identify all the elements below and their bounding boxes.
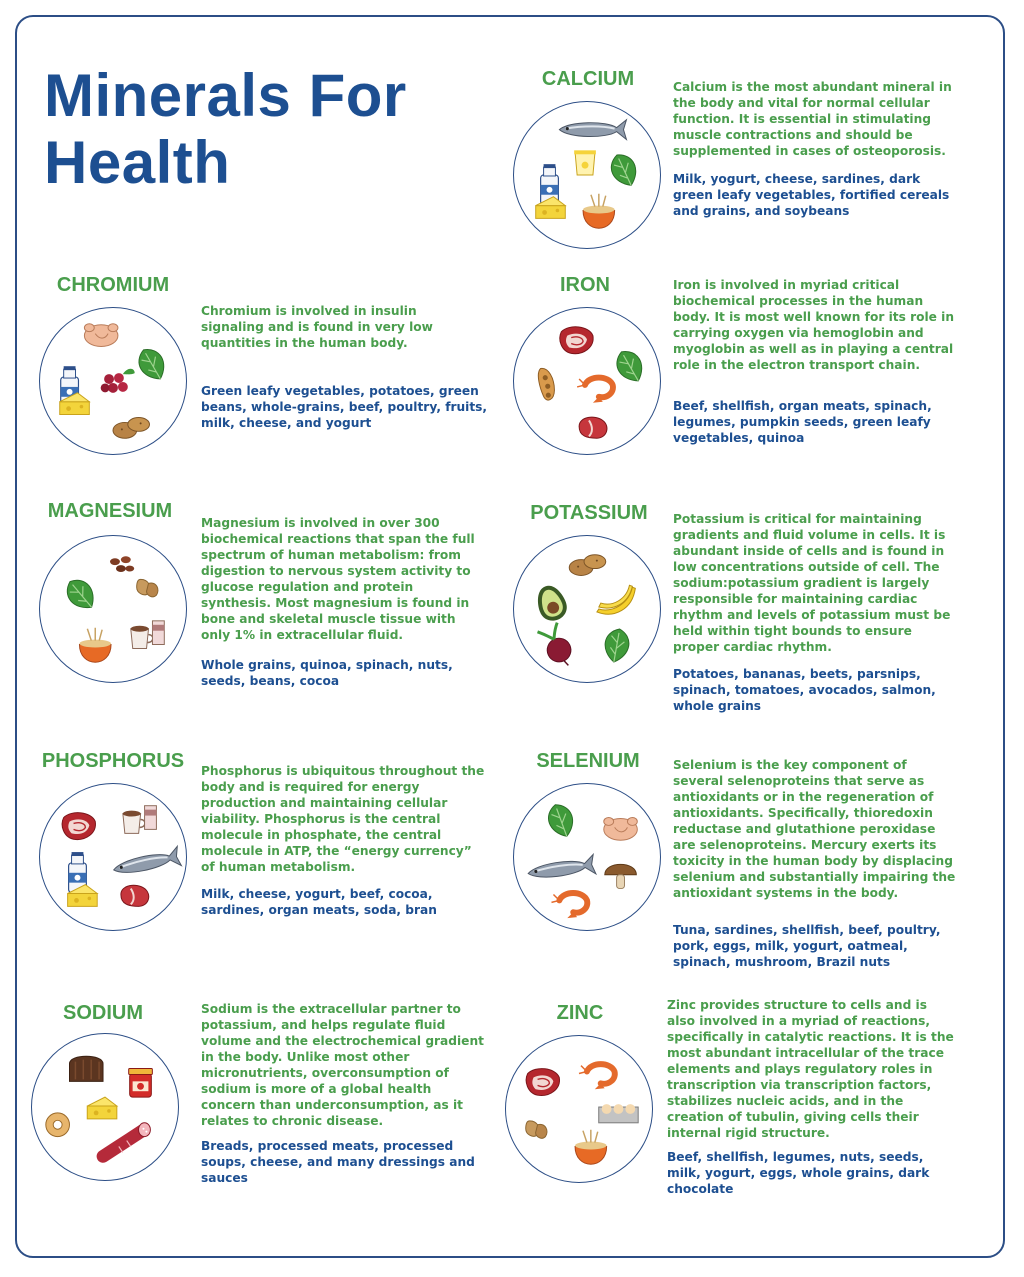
phosphorus-description: Phosphorus is ubiquitous throughout the body and is required for energy production and maintaining cellular viability. Phosphorus is the central molecule in phosphate, the central molecule in ATP, the “energy currency” of human metabolism.: [201, 764, 485, 874]
iron-description: Iron is involved in myriad critical biochemical processes in the human body. It is most well known for its role in carrying oxygen via hemoglobin and myoglobin as well as in playing a central role in the electron transport chain.: [673, 278, 955, 372]
page-title-line-1: Minerals For: [44, 62, 407, 129]
nuts-icon: [526, 1121, 547, 1138]
selenium-title: SELENIUM: [536, 750, 640, 772]
beet-icon: [538, 622, 578, 671]
potato-icon: [113, 418, 150, 439]
spinach-icon: [602, 627, 631, 664]
grapes-icon: [101, 369, 135, 393]
potassium-foods-illustration: [513, 535, 661, 683]
cocoa-icon: [131, 621, 165, 649]
salami-icon: [103, 1123, 150, 1157]
potassium-sources: Potatoes, bananas, beets, parsnips, spinach, tomatoes, avocados, salmon, whole grains: [673, 667, 936, 713]
zinc-description: Zinc provides structure to cells and is also involved in a myriad of reactions, specifically in catalytic reactions. It is the most abundant intracellular of the trace elements and plays regulatory roles in transcription via transcription factors, stabilizes nucleic acids, and in the creation of tubulin, giving cells their internal rigid structure.: [667, 998, 954, 1140]
shrimp-icon: [551, 893, 587, 918]
spinach-icon: [606, 150, 642, 190]
avocado-icon: [532, 582, 570, 625]
selenium-foods-illustration: [513, 783, 661, 931]
iron-foods-illustration: [513, 307, 661, 455]
chromium-title: CHROMIUM: [56, 274, 170, 296]
page-title-line-2: Health: [44, 129, 231, 196]
organ-meat-icon: [579, 417, 607, 438]
sodium-sources: Breads, processed meats, processed soups, cheese, and many dressings and sauces: [201, 1139, 475, 1185]
calcium-foods-illustration: [513, 101, 661, 249]
chromium-description: Chromium is involved in insulin signaling and is found in very low quantities in the human body.: [201, 304, 433, 350]
steak-icon: [62, 813, 95, 840]
cheese-icon: [87, 1097, 117, 1119]
potassium-description: Potassium is critical for maintaining gradients and fluid volume in cells. It is abundant inside of cells and is found in low concentrations outside of cell. The sodium:potassium gradient is largely responsible for maintaining cardiac rhythm and levels of potassium must be held within tight bounds to ensure proper cardiac rhythm.: [673, 512, 951, 654]
sodium-description: Sodium is the extracellular partner to potassium, and helps regulate fluid volume and the electrochemical gradient in the body. Unlike most other micronutrients, overconsumption of sodium is more of a global health concern than underconsumption, as it relates to chronic disease.: [201, 1002, 484, 1128]
phosphorus-title: PHOSPHORUS: [41, 750, 185, 772]
bread-icon: [69, 1056, 103, 1081]
chromium-sources: Green leafy vegetables, potatoes, green beans, whole-grains, beef, poultry, fruits, milk, cheese, and yogurt: [201, 384, 488, 430]
yogurt-icon: [574, 150, 596, 175]
steak-icon: [526, 1069, 559, 1096]
cereal-bowl-icon: [79, 628, 111, 663]
legumes-icon: [537, 367, 557, 401]
cereal-bowl-icon: [575, 1130, 607, 1165]
selenium-sources: Tuna, sardines, shellfish, beef, poultry, pork, eggs, milk, yogurt, oatmeal, spinach, mushroom, Brazil nuts: [673, 923, 941, 969]
sardine-icon: [559, 120, 626, 140]
cereal-bowl-icon: [583, 194, 615, 229]
selenium-description: Selenium is the key component of several selenoproteins that serve as antioxidants or in the regeneration of antioxidants. Specifically, thioredoxin reductase and glutathione peroxidase are selenoproteins. Mercury exerts its toxicity in the human body by displacing selenium and substantially impairing the antioxidant systems in the body.: [673, 758, 956, 900]
steak-icon: [560, 327, 593, 354]
magnesium-sources: Whole grains, quinoa, spinach, nuts, seeds, beans, cocoa: [201, 658, 453, 688]
zinc-sources: Beef, shellfish, legumes, nuts, seeds, milk, yogurt, eggs, whole grains, dark chocolate: [667, 1150, 930, 1196]
sardine-icon: [112, 846, 182, 879]
sauce-jar-icon: [129, 1069, 153, 1098]
cocoa-icon: [123, 806, 157, 834]
iron-title: IRON: [560, 274, 610, 296]
calcium-title: CALCIUM: [541, 68, 635, 90]
zinc-title: ZINC: [556, 1002, 604, 1024]
spinach-icon: [133, 344, 170, 385]
organ-meat-icon: [121, 885, 149, 906]
bagel-icon: [46, 1113, 70, 1137]
sodium-foods-illustration: [31, 1033, 179, 1181]
calcium-sources: Milk, yogurt, cheese, sardines, dark green leafy vegetables, fortified cereals and grains, and soybeans: [673, 172, 950, 218]
page-title: [44, 62, 407, 196]
shrimp-icon: [577, 378, 613, 403]
calcium-description: Calcium is the most abundant mineral in the body and vital for normal cellular function. It is essential in stimulating muscle contractions and should be supplemented in cases of osteoporosis.: [673, 80, 952, 158]
magnesium-title: MAGNESIUM: [47, 500, 173, 522]
nuts-icon: [137, 579, 158, 596]
magnesium-description: Magnesium is involved in over 300 biochemical reactions that span the full spectrum of human metabolism: from digestion to nervous system activity to glucose regulation and protein synthesis. Most magnesium is found in bone and skeletal muscle tissue with only 1% in extracellular fluid.: [201, 516, 475, 642]
spinach-icon: [544, 801, 578, 841]
phosphorus-foods-illustration: [39, 783, 187, 931]
chicken-icon: [84, 324, 118, 347]
zinc-foods-illustration: [505, 1035, 653, 1183]
sardine-icon: [527, 854, 596, 883]
mushroom-icon: [605, 864, 637, 888]
sodium-title: SODIUM: [63, 1002, 143, 1024]
chicken-icon: [604, 818, 638, 841]
phosphorus-sources: Milk, cheese, yogurt, beef, cocoa, sardines, organ meats, soda, bran: [201, 887, 437, 917]
potassium-title: POTASSIUM: [530, 502, 648, 524]
potato-icon: [569, 555, 606, 576]
beans-icon: [110, 556, 134, 572]
eggs-icon: [599, 1104, 638, 1123]
magnesium-foods-illustration: [39, 535, 187, 683]
spinach-icon: [611, 346, 648, 387]
chromium-foods-illustration: [39, 307, 187, 455]
spinach-icon: [61, 574, 101, 615]
banana-icon: [597, 585, 635, 614]
iron-sources: Beef, shellfish, organ meats, spinach, legumes, pumpkin seeds, green leafy vegetables, quinoa: [673, 399, 932, 445]
shrimp-icon: [579, 1064, 615, 1089]
